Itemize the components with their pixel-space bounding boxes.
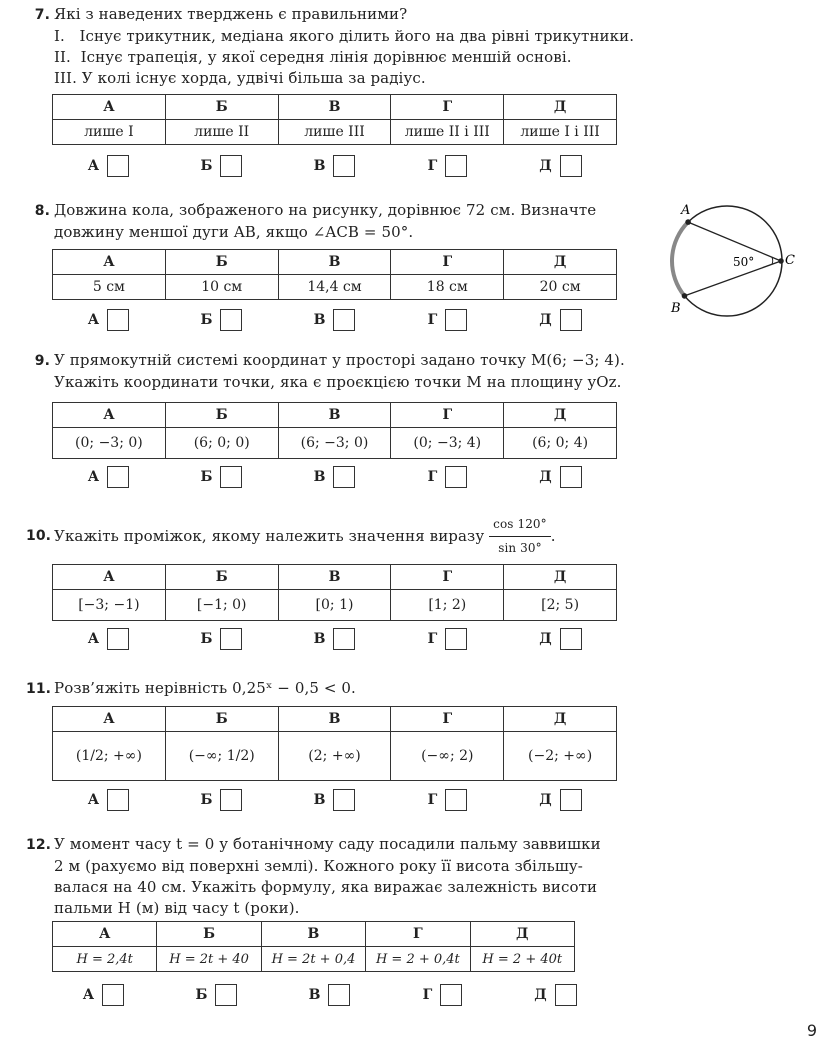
point-b <box>682 293 688 299</box>
answer-g <box>391 309 504 331</box>
fraction-numerator: cos 120° <box>489 514 551 537</box>
task-text: 2 м (рахуємо від поверхні землі). Кожного року її висота збільшу- <box>54 857 583 875</box>
option-header: Б <box>165 565 278 590</box>
option-header: А <box>53 707 166 732</box>
answer-checkbox-b[interactable] <box>220 155 242 177</box>
task-text: Довжина кола, зображеного на рисунку, дорівнює 72 см. Визначте <box>54 201 597 219</box>
options-table-9 <box>52 402 617 459</box>
option-header: Б <box>165 707 278 732</box>
label-c: C <box>785 253 795 268</box>
page-number: 9 <box>806 1021 817 1040</box>
option-value: 5 см <box>53 275 166 300</box>
option-header: А <box>53 403 166 428</box>
answer-letter: Г <box>427 631 438 647</box>
option-value: [−3; −1) <box>53 590 166 621</box>
option-value: (6; 0; 4) <box>504 428 617 459</box>
answer-d <box>504 155 617 177</box>
fraction-denominator: sin 30° <box>498 541 542 555</box>
task-text: У прямокутній системі координат у просторі задано точку M(6; −3; 4). <box>54 351 625 369</box>
task-8 <box>26 200 596 243</box>
option-header: А <box>53 95 166 120</box>
answer-checkbox-a[interactable] <box>107 155 129 177</box>
answer-b <box>165 789 278 811</box>
option-header: Д <box>504 707 617 732</box>
option-value: 20 см <box>504 275 617 300</box>
answer-letter: Г <box>427 469 438 485</box>
option-value: (1/2; +∞) <box>53 732 166 781</box>
options-table-12 <box>52 921 575 972</box>
option-header: В <box>278 403 391 428</box>
answer-row-10 <box>52 628 617 650</box>
option-header: Г <box>391 565 504 590</box>
task-text: валася на 40 см. Укажіть формулу, яка виражає залежність висоти <box>54 878 598 896</box>
answer-b <box>165 155 278 177</box>
option-value: [1; 2) <box>391 590 504 621</box>
answer-checkbox-v[interactable] <box>333 155 355 177</box>
answer-d <box>504 789 617 811</box>
answer-g <box>391 466 504 488</box>
option-header: Б <box>165 250 278 275</box>
option-header: А <box>53 250 166 275</box>
answer-checkbox-v[interactable] <box>333 309 355 331</box>
option-value: [2; 5) <box>504 590 617 621</box>
option-header: Г <box>391 95 504 120</box>
option-header: А <box>53 565 166 590</box>
option-header: Г <box>391 403 504 428</box>
answer-row-7 <box>52 155 617 177</box>
answer-letter: А <box>82 987 95 1003</box>
option-header: Д <box>504 250 617 275</box>
option-value: (−∞; 2) <box>391 732 504 781</box>
task-text: Розв’яжіть нерівність 0,25ˣ − 0,5 < 0. <box>54 679 356 697</box>
answer-letter: А <box>87 792 100 808</box>
task-text: Які з наведених тверджень є правильними? <box>54 5 408 23</box>
answer-checkbox-a[interactable] <box>107 789 129 811</box>
task-7 <box>26 4 634 89</box>
answer-checkbox-b[interactable] <box>220 466 242 488</box>
answer-letter: В <box>313 469 326 485</box>
task-text: довжину меншої дуги AB, якщо ∠ACB = 50°. <box>54 223 414 241</box>
statement-1: І. Існує трикутник, медіана якого ділить його на два рівні трикутники. <box>54 27 635 45</box>
answer-checkbox-v[interactable] <box>333 466 355 488</box>
angle-label: 50° <box>733 255 755 269</box>
option-value: [0; 1) <box>278 590 391 621</box>
task-number: 9. <box>34 353 50 369</box>
answer-letter: А <box>87 631 100 647</box>
answer-letter: Г <box>422 987 433 1003</box>
option-header: В <box>278 250 391 275</box>
answer-checkbox-d[interactable] <box>560 628 582 650</box>
answer-b <box>160 984 273 1006</box>
option-value: [−1; 0) <box>165 590 278 621</box>
option-value: H = 2 + 40t <box>470 947 574 972</box>
answer-checkbox-d[interactable] <box>560 466 582 488</box>
answer-g <box>391 155 504 177</box>
answer-d <box>504 628 617 650</box>
angle-arc <box>772 257 773 264</box>
task-10: 10. Укажіть проміжок, якому належить значення виразу $\frac{\cos 120^\circ}{\sin 30^\circ}$ . <box>26 514 556 559</box>
answer-a <box>52 309 165 331</box>
options-table-7 <box>52 94 617 145</box>
answer-checkbox-b[interactable] <box>220 789 242 811</box>
answer-a <box>52 789 165 811</box>
answer-checkbox-a[interactable] <box>102 984 124 1006</box>
option-header: В <box>278 95 391 120</box>
option-value: (−∞; 1/2) <box>165 732 278 781</box>
answer-d <box>499 984 612 1006</box>
answer-letter: Б <box>200 469 213 485</box>
answer-letter: А <box>87 158 100 174</box>
option-header: Д <box>504 565 617 590</box>
answer-letter: Б <box>195 987 208 1003</box>
answer-checkbox-v[interactable] <box>328 984 350 1006</box>
option-header: В <box>261 922 365 947</box>
answer-checkbox-v[interactable] <box>333 628 355 650</box>
option-value: лише ІІІ <box>278 120 391 145</box>
option-value: 14,4 см <box>278 275 391 300</box>
answer-letter: Г <box>427 312 438 328</box>
answer-checkbox-g[interactable] <box>445 789 467 811</box>
answer-g <box>391 628 504 650</box>
answer-checkbox-g[interactable] <box>445 628 467 650</box>
task-9 <box>26 350 625 393</box>
answer-letter: Б <box>200 312 213 328</box>
answer-letter: В <box>308 987 321 1003</box>
answer-checkbox-g[interactable] <box>440 984 462 1006</box>
task-text: Укажіть координати точки, яка є проєкцією точки M на площину yOz. <box>54 373 622 391</box>
task-number: 8. <box>34 203 50 219</box>
answer-checkbox-g[interactable] <box>445 466 467 488</box>
answer-row-9 <box>52 466 617 488</box>
point-c <box>778 258 784 264</box>
answer-checkbox-d[interactable] <box>560 155 582 177</box>
answer-b <box>165 466 278 488</box>
answer-checkbox-g[interactable] <box>445 155 467 177</box>
option-value: H = 2,4t <box>53 947 157 972</box>
options-table-11 <box>52 706 617 781</box>
answer-checkbox-b[interactable] <box>220 628 242 650</box>
answer-checkbox-d[interactable] <box>560 789 582 811</box>
answer-a <box>52 466 165 488</box>
option-value: лише ІІ <box>165 120 278 145</box>
option-header: Б <box>165 95 278 120</box>
label-a: A <box>681 203 691 218</box>
label-b: B <box>671 301 681 316</box>
answer-letter: В <box>313 631 326 647</box>
answer-letter: В <box>313 792 326 808</box>
option-value: лише І <box>53 120 166 145</box>
answer-checkbox-v[interactable] <box>333 789 355 811</box>
option-value: лише І і ІІІ <box>504 120 617 145</box>
task-text: пальми H (м) від часу t (роки). <box>54 899 300 917</box>
answer-letter: Г <box>427 792 438 808</box>
answer-letter: В <box>313 312 326 328</box>
task-text: У момент часу t = 0 у ботанічному саду посадили пальму заввишки <box>54 835 601 853</box>
answer-checkbox-d[interactable] <box>555 984 577 1006</box>
task-number: 12. <box>26 837 52 853</box>
task-number: 10. <box>26 528 52 544</box>
answer-checkbox-a[interactable] <box>107 466 129 488</box>
answer-checkbox-b[interactable] <box>220 309 242 331</box>
answer-checkbox-a[interactable] <box>107 309 129 331</box>
option-header: А <box>53 922 157 947</box>
option-value: 10 см <box>165 275 278 300</box>
option-value: (0; −3; 4) <box>391 428 504 459</box>
answer-v <box>278 628 391 650</box>
option-header: Д <box>504 95 617 120</box>
answer-row-12 <box>47 984 612 1006</box>
option-value: (6; 0; 0) <box>165 428 278 459</box>
task-number: 11. <box>26 681 52 697</box>
answer-checkbox-g[interactable] <box>445 309 467 331</box>
options-table-8 <box>52 249 617 300</box>
answer-letter: А <box>87 312 100 328</box>
fraction <box>489 514 551 559</box>
statement-3: ІІІ. У колі існує хорда, удвічі більша за радіус. <box>54 69 426 87</box>
answer-letter: Д <box>534 987 547 1003</box>
option-value: 18 см <box>391 275 504 300</box>
task-text: Укажіть проміжок, якому належить значення виразу <box>54 527 485 545</box>
task-11 <box>26 678 356 700</box>
answer-v <box>278 309 391 331</box>
answer-g <box>386 984 499 1006</box>
answer-letter: Д <box>539 312 552 328</box>
answer-v <box>278 155 391 177</box>
answer-letter: Д <box>539 631 552 647</box>
option-value: H = 2t + 40 <box>157 947 261 972</box>
option-value: (2; +∞) <box>278 732 391 781</box>
option-value: лише ІІ і ІІІ <box>391 120 504 145</box>
answer-row-8 <box>52 309 617 331</box>
option-header: В <box>278 565 391 590</box>
task-number: 7. <box>34 7 50 23</box>
answer-b <box>165 309 278 331</box>
circle-figure <box>655 196 805 321</box>
answer-letter: В <box>313 158 326 174</box>
answer-letter: А <box>87 469 100 485</box>
options-table-10 <box>52 564 617 621</box>
task-12 <box>26 834 601 919</box>
option-header: Г <box>366 922 470 947</box>
answer-letter: Б <box>200 631 213 647</box>
answer-v <box>278 466 391 488</box>
option-header: Д <box>470 922 574 947</box>
option-value: (0; −3; 0) <box>53 428 166 459</box>
option-value: H = 2t + 0,4 <box>261 947 365 972</box>
answer-letter: Б <box>200 792 213 808</box>
option-value: (6; −3; 0) <box>278 428 391 459</box>
answer-d <box>504 466 617 488</box>
answer-letter: Б <box>200 158 213 174</box>
option-value: (−2; +∞) <box>504 732 617 781</box>
arc-ab <box>672 222 688 296</box>
statement-2: ІІ. Існує трапеція, у якої середня лінія дорівнює меншій основі. <box>54 48 572 66</box>
answer-v <box>273 984 386 1006</box>
point-a <box>685 219 691 225</box>
answer-letter: Д <box>539 469 552 485</box>
answer-a <box>52 155 165 177</box>
answer-letter: Д <box>539 792 552 808</box>
answer-letter: Д <box>539 158 552 174</box>
answer-letter: Г <box>427 158 438 174</box>
answer-d <box>504 309 617 331</box>
answer-row-11 <box>52 789 617 811</box>
answer-v <box>278 789 391 811</box>
answer-g <box>391 789 504 811</box>
option-header: Д <box>504 403 617 428</box>
answer-b <box>165 628 278 650</box>
option-header: Б <box>157 922 261 947</box>
option-value: H = 2 + 0,4t <box>366 947 470 972</box>
answer-checkbox-a[interactable] <box>107 628 129 650</box>
answer-a <box>47 984 160 1006</box>
option-header: Б <box>165 403 278 428</box>
option-header: Г <box>391 707 504 732</box>
option-header: В <box>278 707 391 732</box>
answer-a <box>52 628 165 650</box>
answer-checkbox-d[interactable] <box>560 309 582 331</box>
answer-checkbox-b[interactable] <box>215 984 237 1006</box>
option-header: Г <box>391 250 504 275</box>
